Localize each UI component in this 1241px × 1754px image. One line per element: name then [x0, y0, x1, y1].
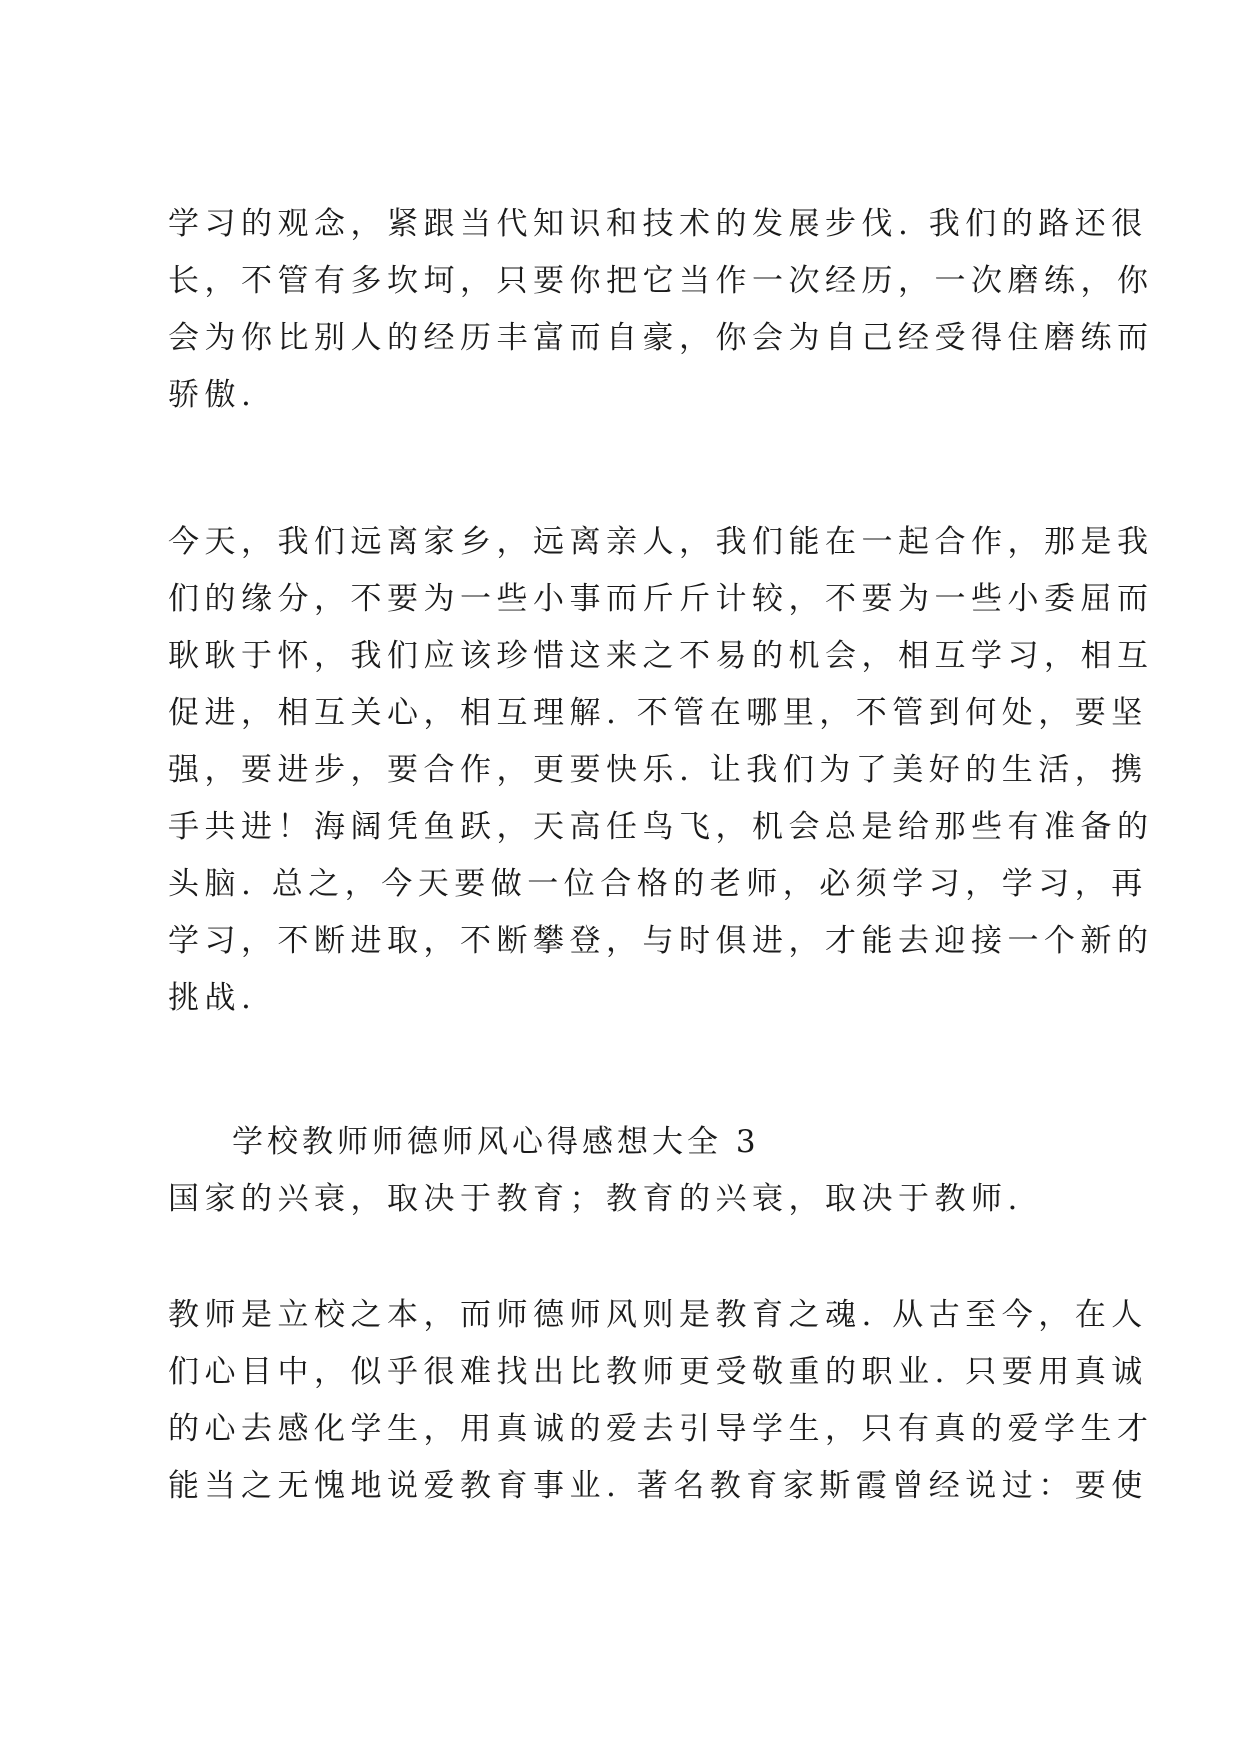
paragraph-3-line-2: 们心目中，似乎很难找出比教师更受敬重的职业. 只要用真诚 — [168, 1354, 1148, 1390]
intro-line: 国家的兴衰，取决于教育；教育的兴衰，取决于教师. — [168, 1181, 1023, 1217]
paragraph-2-line-5: 强，要进步，要合作，更要快乐. 让我们为了美好的生活，携 — [168, 752, 1148, 788]
paragraph-2-line-2: 们的缘分，不要为一些小事而斤斤计较，不要为一些小委屈而 — [168, 581, 1154, 617]
paragraph-2-line-6: 手共进！海阔凭鱼跃，天高任鸟飞，机会总是给那些有准备的 — [168, 809, 1154, 845]
section-title: 学校教师师德师风心得感想大全 3 — [232, 1124, 760, 1160]
paragraph-3-line-3: 的心去感化学生，用真诚的爱去引导学生，只有真的爱学生才 — [168, 1411, 1154, 1447]
paragraph-2-line-8: 学习，不断进取，不断攀登，与时俱进，才能去迎接一个新的 — [168, 923, 1154, 959]
paragraph-1-line-3: 会为你比别人的经历丰富而自豪，你会为自己经受得住磨练而 — [168, 320, 1154, 356]
paragraph-1-line-2: 长，不管有多坎坷，只要你把它当作一次经历，一次磨练，你 — [168, 263, 1154, 299]
paragraph-3-line-1: 教师是立校之本，而师德师风则是教育之魂. 从古至今，在人 — [168, 1297, 1148, 1333]
paragraph-2-line-7: 头脑. 总之，今天要做一位合格的老师，必须学习，学习，再 — [168, 866, 1148, 902]
paragraph-1-line-1: 学习的观念，紧跟当代知识和技术的发展步伐. 我们的路还很 — [168, 206, 1148, 242]
paragraph-2-line-4: 促进，相互关心，相互理解. 不管在哪里，不管到何处，要坚 — [168, 695, 1148, 731]
paragraph-2-line-1: 今天，我们远离家乡，远离亲人，我们能在一起合作，那是我 — [168, 524, 1154, 560]
paragraph-2-line-9: 挑战. — [168, 980, 257, 1016]
paragraph-1-line-4: 骄傲. — [168, 377, 257, 413]
paragraph-2-line-3: 耿耿于怀，我们应该珍惜这来之不易的机会，相互学习，相互 — [168, 638, 1154, 674]
paragraph-3-line-4: 能当之无愧地说爱教育事业. 著名教育家斯霞曾经说过：要使 — [168, 1468, 1148, 1504]
